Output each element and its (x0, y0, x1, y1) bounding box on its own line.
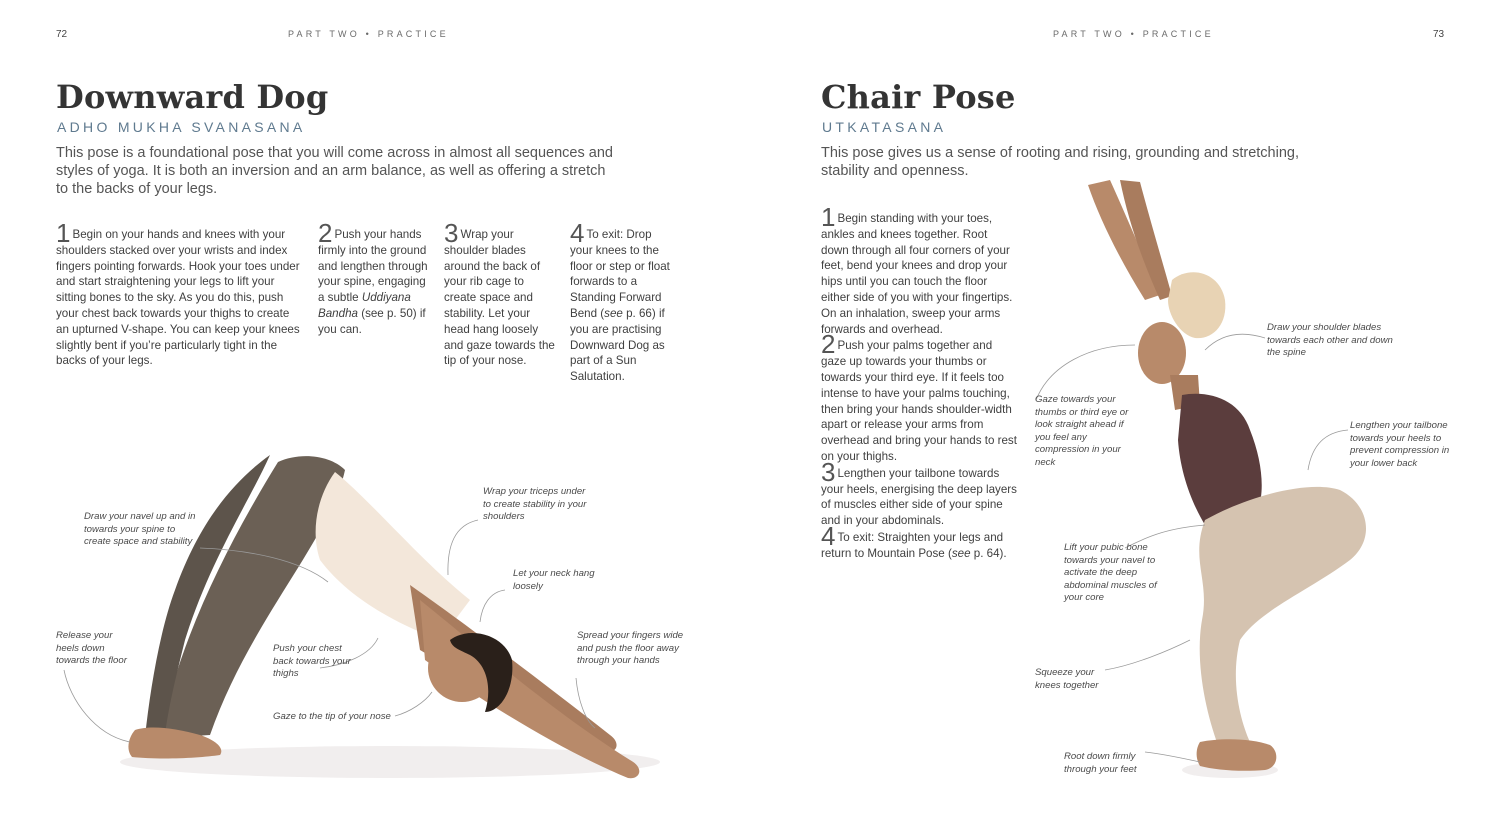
running-head: PART TWO • PRACTICE (1053, 29, 1214, 39)
arrow-tailbone (1308, 430, 1348, 470)
caption-gaze: Gaze to the tip of your nose (273, 711, 391, 722)
step-text: Push your palms together and gaze up towards your thumbs or towards your third eye. If it feels too intense to have your palms touching, then bring your hands shoulder-width apart or release your arms from overhead and bring your hands to rest on your thighs. (821, 339, 1017, 463)
step-text: Wrap your shoulder blades around the back of your rib cage to create space and stability. Let your head hang loosely and gaze towards the tip of your nose. (444, 228, 555, 368)
step-text: (see p. 50) if you can. (318, 306, 426, 336)
caption-knees: Squeeze your knees together (1035, 667, 1099, 691)
step-text: Begin on your hands and knees with your shoulders stacked over your wrists and index fingers pointing forwards. Hook your toes under and start straightening your legs to lift your sitting bones to the sky. As you do this, push your chest back towards your thighs to create an upturned V-shape. You can keep your knees slightly bent if you’re particularly tight in the backs of your legs. (56, 228, 300, 368)
arrow-knees (1105, 640, 1190, 670)
caption-shoulders: Draw your shoulder blades towards each other and down the spine (1267, 322, 1393, 359)
caption-navel: Draw your navel up and in towards your spine to create space and stability (84, 511, 196, 548)
caption-triceps: Wrap your triceps under to create stability in your shoulders (483, 486, 587, 523)
page-number: 72 (56, 29, 68, 40)
step-number: 4 (821, 520, 836, 551)
sanskrit-name: ADHO MUKHA SVANASANA (57, 119, 306, 135)
caption-fingers: Spread your fingers wide and push the floor away through your hands (577, 630, 684, 667)
caption-chest: Push your chest back towards your thighs (273, 643, 351, 680)
hair (1168, 272, 1225, 338)
pose-title: Chair Pose (821, 78, 1016, 116)
caption-pubic: Lift your pubic bone towards your navel to activate the deep abdominal muscles of your core (1064, 542, 1157, 604)
caption-heels: Release your heels down towards the floor (56, 630, 127, 667)
pose-title: Downward Dog (56, 78, 329, 116)
step-text: Begin standing with your toes, ankles and knees together. Root down through all four corners of your feet, bend your knees and drop your hips until you can touch the floor either side of you with your fingertips. On an inhalation, sweep your arms forwards and overhead. (821, 212, 1013, 336)
caption-neck: Let your neck hang loosely (513, 568, 595, 592)
arrow-neck (480, 590, 505, 622)
step-text: Push your hands firmly into the ground and lengthen through your spine, engaging a subtle (318, 228, 428, 305)
step-number: 3 (821, 456, 836, 487)
right-page (750, 0, 1500, 840)
arrow-shoulders (1205, 334, 1265, 350)
arrow-heels (64, 670, 130, 742)
caption-tailbone: Lengthen your tailbone towards your heels to prevent compression in your lower back (1350, 420, 1450, 469)
step-text-emphasis: see (951, 546, 971, 560)
step-text: p. 64). (970, 546, 1007, 560)
leggings (1199, 487, 1366, 745)
running-head: PART TWO • PRACTICE (288, 29, 449, 39)
step-text-emphasis: Uddiyana Bandha (318, 291, 411, 320)
head (1138, 322, 1186, 384)
step-text: Lengthen your tailbone towards your heels, energising the deep layers of muscles either side of your spine and in your abdominals. (821, 466, 1017, 528)
feet (1197, 739, 1277, 770)
step-number: 4 (570, 218, 585, 248)
page-number: 73 (1433, 29, 1445, 40)
step-text: To exit: Drop your knees to the floor or step or float forwards to a Standing Forward Bend ( (570, 228, 670, 320)
intro-paragraph: This pose gives us a sense of rooting and rising, grounding and stretching, stability and openness. (821, 145, 1299, 179)
step-number: 2 (821, 329, 836, 360)
caption-feet: Root down firmly through your feet (1064, 751, 1137, 775)
step-number: 1 (821, 202, 836, 232)
step-number: 2 (318, 218, 333, 248)
intro-paragraph: This pose is a foundational pose that you will come across in almost all sequences and styles of yoga. It is both an inversion and an arm balance, as well as offering a stretch to the backs of your legs. (56, 145, 613, 197)
arrow-gaze (1036, 345, 1135, 400)
step-text-emphasis: see (604, 306, 623, 320)
step-text: p. 66) if you are practising Downward Dog as part of a Sun Salutation. (570, 306, 665, 384)
step-number: 1 (56, 218, 71, 248)
arrow-triceps (448, 520, 478, 575)
arrow-feet (1145, 752, 1200, 762)
sanskrit-name: UTKATASANA (822, 119, 947, 135)
step-number: 3 (444, 218, 459, 248)
caption-gaze: Gaze towards your thumbs or third eye or look straight ahead if you feel any compression in your neck (1035, 394, 1129, 468)
step-text: To exit: Straighten your legs and return to Mountain Pose ( (821, 530, 1004, 560)
